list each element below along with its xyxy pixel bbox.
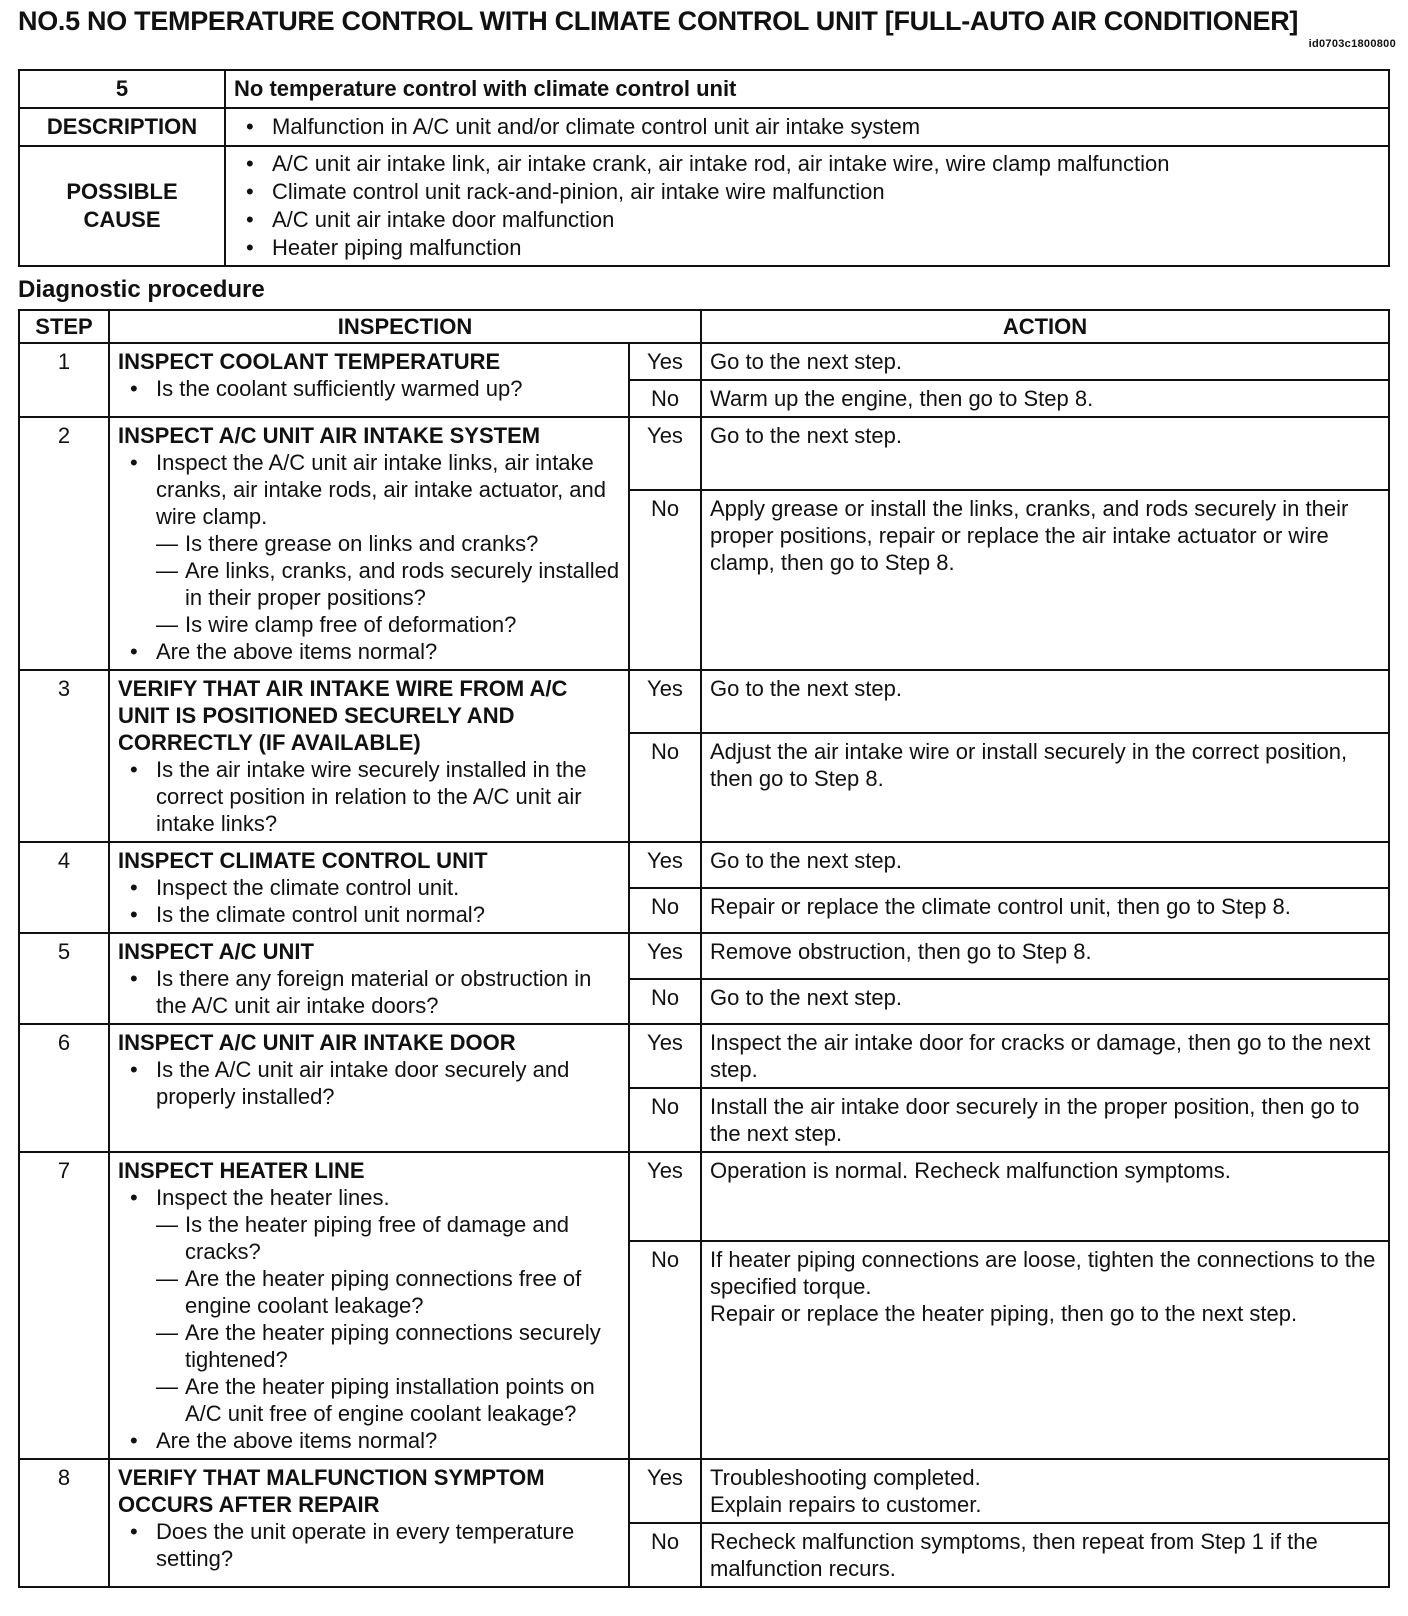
step-number: 4 [19, 842, 109, 933]
no-action: Repair or replace the climate control unit, then go to Step 8. [701, 888, 1389, 934]
step-inspection [109, 670, 629, 842]
inspection-check: — Are links, cranks, and rods securely installed in their proper positions? [156, 557, 620, 611]
inspection-bullet: • Inspect the climate control unit. [118, 874, 620, 901]
no-action: Recheck malfunction symptoms, then repeat from Step 1 if the malfunction recurs. [701, 1523, 1389, 1587]
possible-cause-row [19, 146, 1389, 266]
yes-label: Yes [629, 417, 701, 490]
header-inspection: INSPECTION [109, 310, 701, 343]
inspection-check: — Is there grease on links and cranks? [156, 530, 620, 557]
cause-item: • Heater piping malfunction [234, 234, 1380, 262]
inspection-bullet: • Are the above items normal? [118, 1427, 620, 1454]
no-action: Go to the next step. [701, 979, 1389, 1025]
description-row [19, 108, 1389, 146]
step-heading: INSPECT A/C UNIT AIR INTAKE DOOR [118, 1030, 516, 1055]
yes-action: Remove obstruction, then go to Step 8. [701, 933, 1389, 979]
diagnostic-procedure-table [18, 309, 1390, 1588]
step-heading: INSPECT A/C UNIT [118, 939, 314, 964]
step-number: 2 [19, 417, 109, 670]
yes-action: Inspect the air intake door for cracks or damage, then go to the next step. [701, 1024, 1389, 1088]
no-label: No [629, 979, 701, 1025]
no-action [701, 1241, 1389, 1459]
step-4-yes-row [19, 842, 1389, 888]
inspection-check: — Is wire clamp free of deformation? [156, 611, 620, 638]
step-3-yes-row [19, 670, 1389, 733]
yes-label: Yes [629, 1024, 701, 1088]
step-number: 3 [19, 670, 109, 842]
cause-item: • Climate control unit rack-and-pinion, air intake wire malfunction [234, 178, 1380, 206]
inspection-check: — Is the heater piping free of damage and cracks? [156, 1211, 620, 1265]
yes-action-line: Explain repairs to customer. [710, 1492, 982, 1517]
possible-cause-label-line: POSSIBLE [66, 179, 178, 204]
no-label: No [629, 380, 701, 417]
page-title: NO.5 NO TEMPERATURE CONTROL WITH CLIMATE CONTROL UNIT [FULL-AUTO AIR CONDITIONER] [18, 6, 1299, 36]
step-number: 6 [19, 1024, 109, 1152]
no-action: Apply grease or install the links, cranks, and rods securely in their proper positions, repair or replace the air intake actuator or wire clamp, then go to Step 8. [701, 490, 1389, 670]
inspection-bullet: • Is the A/C unit air intake door securely and properly installed? [118, 1056, 620, 1110]
yes-action: Go to the next step. [701, 417, 1389, 490]
yes-label: Yes [629, 1459, 701, 1523]
yes-action: Go to the next step. [701, 842, 1389, 888]
yes-label: Yes [629, 933, 701, 979]
description-label: DESCRIPTION [19, 108, 225, 146]
yes-label: Yes [629, 670, 701, 733]
yes-action: Operation is normal. Recheck malfunction symptoms. [701, 1152, 1389, 1241]
yes-label: Yes [629, 842, 701, 888]
inspection-check: — Are the heater piping connections securely tightened? [156, 1319, 620, 1373]
step-1-yes-row [19, 343, 1389, 380]
document-id: id0703c1800800 [1308, 38, 1396, 50]
description-cell [225, 108, 1389, 146]
step-number: 7 [19, 1152, 109, 1459]
no-label: No [629, 1088, 701, 1152]
no-label: No [629, 1241, 701, 1459]
possible-cause-label [19, 146, 225, 266]
symptom-title: No temperature control with climate control unit [225, 70, 1389, 108]
inspection-bullet: • Is there any foreign material or obstruction in the A/C unit air intake doors? [118, 965, 620, 1019]
inspection-check: — Are the heater piping installation points on A/C unit free of engine coolant leakage? [156, 1373, 620, 1427]
step-inspection [109, 1459, 629, 1587]
step-heading: VERIFY THAT MALFUNCTION SYMPTOM OCCURS AFTER REPAIR [118, 1465, 545, 1517]
step-heading: INSPECT CLIMATE CONTROL UNIT [118, 848, 488, 873]
yes-action: Go to the next step. [701, 670, 1389, 733]
no-action-line: Repair or replace the heater piping, then go to the next step. [710, 1300, 1298, 1326]
step-inspection [109, 1152, 629, 1459]
inspection-bullet [118, 1184, 620, 1427]
step-6-yes-row [19, 1024, 1389, 1088]
step-number: 5 [19, 933, 109, 1024]
no-action: Adjust the air intake wire or install securely in the correct position, then go to Step 8. [701, 733, 1389, 842]
description-item: • Malfunction in A/C unit and/or climate control unit air intake system [234, 113, 1380, 141]
cause-item: • A/C unit air intake door malfunction [234, 206, 1380, 234]
step-inspection [109, 842, 629, 933]
step-heading: VERIFY THAT AIR INTAKE WIRE FROM A/C UNIT IS POSITIONED SECURELY AND CORRECTLY (IF AVAILABLE) [118, 676, 568, 755]
header-step: STEP [19, 310, 109, 343]
inspection-bullet: • Is the climate control unit normal? [118, 901, 620, 928]
no-label: No [629, 888, 701, 934]
symptom-number: 5 [19, 70, 225, 108]
step-number: 1 [19, 343, 109, 417]
no-action-line: If heater piping connections are loose, tighten the connections to the specified torque. [710, 1246, 1376, 1299]
inspection-bullet: • Are the above items normal? [118, 638, 620, 665]
step-inspection [109, 343, 629, 417]
step-number: 8 [19, 1459, 109, 1587]
cause-item: • A/C unit air intake link, air intake crank, air intake rod, air intake wire, wire clamp malfunction [234, 150, 1380, 178]
step-inspection [109, 417, 629, 670]
no-label: No [629, 490, 701, 670]
step-inspection [109, 1024, 629, 1152]
step-heading: INSPECT A/C UNIT AIR INTAKE SYSTEM [118, 423, 541, 448]
symptom-summary-table [18, 69, 1390, 267]
no-label: No [629, 1523, 701, 1587]
yes-action [701, 1459, 1389, 1523]
step-heading: INSPECT HEATER LINE [118, 1158, 365, 1183]
inspection-bullet [118, 449, 620, 638]
yes-action-line: Troubleshooting completed. [710, 1465, 981, 1490]
step-5-yes-row [19, 933, 1389, 979]
inspection-bullet: • Does the unit operate in every temperature setting? [118, 1518, 620, 1572]
yes-label: Yes [629, 1152, 701, 1241]
no-action: Warm up the engine, then go to Step 8. [701, 380, 1389, 417]
step-inspection [109, 933, 629, 1024]
possible-cause-label-line: CAUSE [83, 207, 161, 232]
yes-label: Yes [629, 343, 701, 380]
yes-action: Go to the next step. [701, 343, 1389, 380]
possible-cause-cell [225, 146, 1389, 266]
step-8-yes-row [19, 1459, 1389, 1523]
inspection-bullet-text: Inspect the A/C unit air intake links, air intake cranks, air intake rods, air intake actuator, and wire clamp. [156, 450, 607, 529]
step-7-yes-row [19, 1152, 1389, 1241]
inspection-check: — Are the heater piping connections free of engine coolant leakage? [156, 1265, 620, 1319]
header-action: ACTION [701, 310, 1389, 343]
table-header-row [19, 310, 1389, 343]
no-action: Install the air intake door securely in the proper position, then go to the next step. [701, 1088, 1389, 1152]
inspection-bullet: • Is the air intake wire securely installed in the correct position in relation to the A/C unit air intake links? [118, 756, 620, 837]
no-label: No [629, 733, 701, 842]
symptom-row [19, 70, 1389, 108]
inspection-bullet: • Is the coolant sufficiently warmed up? [118, 375, 620, 402]
step-2-yes-row [19, 417, 1389, 490]
inspection-bullet-text: Inspect the heater lines. [156, 1185, 390, 1210]
step-heading: INSPECT COOLANT TEMPERATURE [118, 349, 501, 374]
diagnostic-procedure-title: Diagnostic procedure [18, 276, 265, 303]
